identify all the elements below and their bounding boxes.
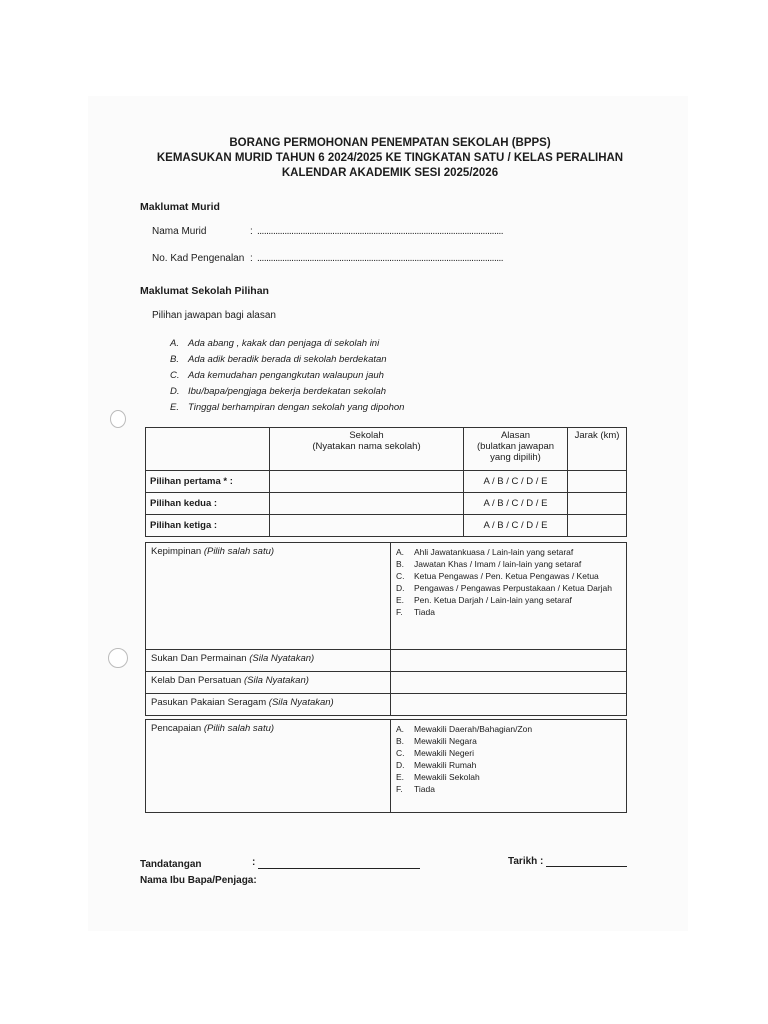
- list-item[interactable]: B. Mewakili Negara: [396, 736, 477, 746]
- list-item[interactable]: E. Pen. Ketua Darjah / Lain-lain yang setaraf: [396, 595, 572, 605]
- reason-item: E. Tinggal berhampiran dengan sekolah yang dipohon: [170, 402, 405, 413]
- uniform-input-cell[interactable]: [391, 694, 627, 716]
- punch-hole-top: [110, 410, 126, 428]
- list-item[interactable]: D. Pengawas / Pengawas Perpustakaan / Ketua Darjah: [396, 583, 612, 593]
- list-item[interactable]: F. Tiada: [396, 784, 435, 794]
- school-name-cell[interactable]: [270, 515, 464, 537]
- student-info-heading: Maklumat Murid: [140, 201, 220, 213]
- table-row: [146, 694, 627, 716]
- school-info-heading: Maklumat Sekolah Pilihan: [140, 285, 269, 297]
- header-distance: Jarak (km): [568, 428, 627, 471]
- leadership-options-cell[interactable]: [391, 543, 627, 650]
- reasons-list: [170, 336, 404, 416]
- choice-label: Pilihan kedua :: [146, 493, 270, 515]
- student-id-field[interactable]: ............................................................................................................: [257, 253, 504, 264]
- signature-line[interactable]: [258, 868, 420, 869]
- table-row: [146, 650, 627, 672]
- reasons-heading: Pilihan jawapan bagi alasan: [152, 310, 276, 321]
- guardian-name-label: Nama Ibu Bapa/Penjaga:: [140, 875, 257, 886]
- achievement-label-cell: Pencapaian (Pilih salah satu): [146, 720, 391, 813]
- list-item[interactable]: A. Ahli Jawatankuasa / Lain-lain yang setaraf: [396, 547, 574, 557]
- activities-table: [145, 542, 627, 716]
- reason-item: B. Ada adik beradik berada di sekolah berdekatan: [170, 354, 387, 365]
- distance-cell[interactable]: [568, 493, 627, 515]
- title-line-2: KEMASUKAN MURID TAHUN 6 2024/2025 KE TINGKATAN SATU / KELAS PERALIHAN: [156, 152, 624, 164]
- club-label-cell: Kelab Dan Persatuan (Sila Nyatakan): [146, 672, 391, 694]
- sports-input-cell[interactable]: [391, 650, 627, 672]
- list-item[interactable]: D. Mewakili Rumah: [396, 760, 477, 770]
- table-row: [146, 493, 627, 515]
- uniform-label-cell: Pasukan Pakaian Seragam (Sila Nyatakan): [146, 694, 391, 716]
- reason-item: C. Ada kemudahan pengangkutan walaupun jauh: [170, 370, 384, 381]
- title-line-3: KALENDAR AKADEMIK SESI 2025/2026: [281, 167, 499, 179]
- list-item[interactable]: B. Jawatan Khas / Imam / lain-lain yang setaraf: [396, 559, 582, 569]
- reason-item: A. Ada abang , kakak dan penjaga di sekolah ini: [170, 338, 380, 349]
- form-title: [140, 136, 640, 181]
- date-label: Tarikh :: [508, 856, 544, 867]
- student-name-colon: :: [250, 226, 253, 237]
- date-line[interactable]: [546, 866, 627, 867]
- choice-label: Pilihan ketiga :: [146, 515, 270, 537]
- table-row: [146, 515, 627, 537]
- school-name-cell[interactable]: [270, 493, 464, 515]
- achievement-table: [145, 719, 627, 813]
- choice-label: Pilihan pertama * :: [146, 471, 270, 493]
- reason-options-cell[interactable]: A / B / C / D / E: [464, 471, 568, 493]
- table-row: [146, 543, 627, 650]
- reason-item: D. Ibu/bapa/pengjaga bekerja berdekatan sekolah: [170, 386, 387, 397]
- school-name-cell[interactable]: [270, 471, 464, 493]
- distance-cell[interactable]: [568, 471, 627, 493]
- achievement-options: [396, 723, 621, 795]
- signature-labels: [140, 857, 257, 889]
- header-empty-cell: [146, 428, 270, 471]
- reason-options-cell[interactable]: A / B / C / D / E: [464, 515, 568, 537]
- student-id-label: No. Kad Pengenalan: [152, 253, 245, 264]
- school-choice-table: [145, 427, 627, 537]
- sports-label-cell: Sukan Dan Permainan (Sila Nyatakan): [146, 650, 391, 672]
- achievement-options-cell[interactable]: [391, 720, 627, 813]
- leadership-label-cell: Kepimpinan (Pilih salah satu): [146, 543, 391, 650]
- club-input-cell[interactable]: [391, 672, 627, 694]
- leadership-options: [396, 546, 621, 618]
- table-row: [146, 672, 627, 694]
- list-item[interactable]: E. Mewakili Sekolah: [396, 772, 480, 782]
- table-row: [146, 471, 627, 493]
- student-id-colon: :: [250, 253, 253, 264]
- table-header-row: [146, 428, 627, 471]
- distance-cell[interactable]: [568, 515, 627, 537]
- student-name-field[interactable]: ............................................................................................................: [257, 226, 504, 237]
- title-line-1: BORANG PERMOHONAN PENEMPATAN SEKOLAH (BPPS): [229, 137, 551, 149]
- header-school: Sekolah (Nyatakan nama sekolah): [270, 428, 464, 471]
- signature-label: Tandatangan: [140, 859, 202, 870]
- list-item[interactable]: F. Tiada: [396, 607, 435, 617]
- student-name-label: Nama Murid: [152, 226, 207, 237]
- signature-colon: :: [252, 857, 256, 868]
- table-row: [146, 720, 627, 813]
- list-item[interactable]: A. Mewakili Daerah/Bahagian/Zon: [396, 724, 533, 734]
- header-reason: Alasan (bulatkan jawapan yang dipilih): [464, 428, 568, 471]
- punch-hole-bottom: [108, 648, 128, 668]
- reason-options-cell[interactable]: A / B / C / D / E: [464, 493, 568, 515]
- list-item[interactable]: C. Ketua Pengawas / Pen. Ketua Pengawas / Ketua: [396, 571, 599, 581]
- list-item[interactable]: C. Mewakili Negeri: [396, 748, 474, 758]
